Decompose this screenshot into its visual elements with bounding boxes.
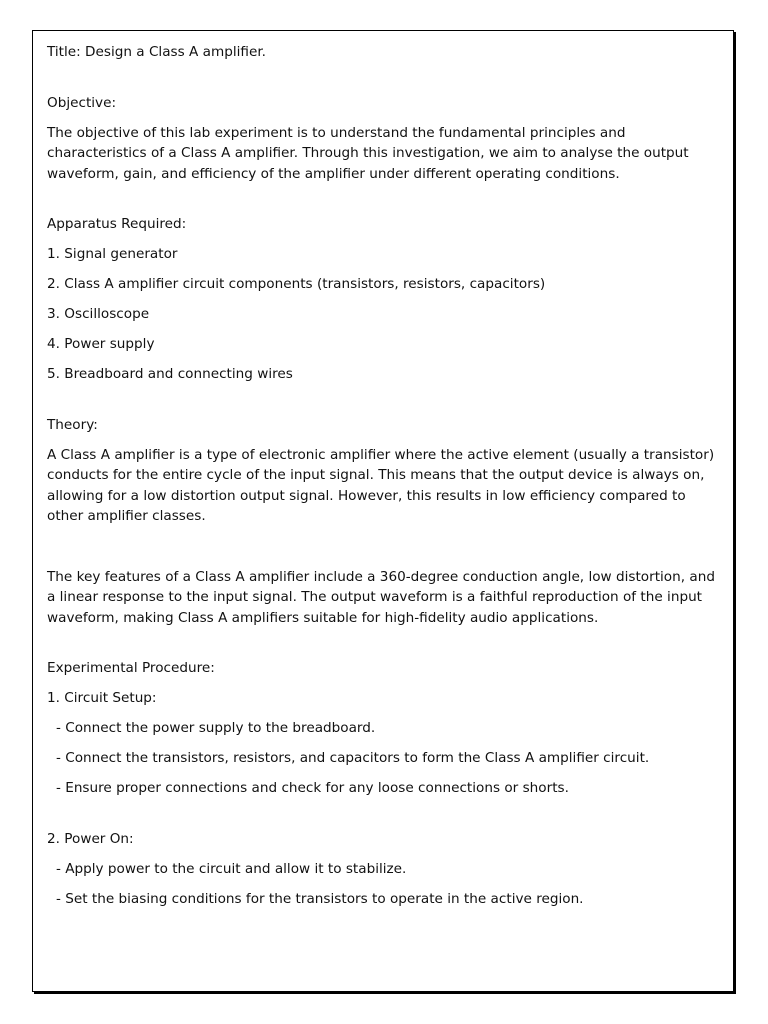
apparatus-item: 3. Oscilloscope [47, 306, 150, 322]
procedure-step-1-item: - Connect the power supply to the breadboard. [56, 720, 376, 736]
procedure-step-2-item: - Apply power to the circuit and allow it to stabilize. [56, 860, 407, 877]
theory-heading: Theory: [47, 416, 98, 433]
apparatus-item: 5. Breadboard and connecting wires [47, 366, 293, 382]
procedure-step-1-title: 1. Circuit Setup: [47, 690, 157, 706]
theory-paragraph-1: A Class A amplifier is a type of electronic amplifier where the active element (usually a transistor) conducts for the entire cycle of the input signal. This means that the output device is always on, allowing for a low distortion output signal. However, this results in low efficiency compared to other amplifier classes. [47, 446, 715, 524]
procedure-step-2-title: 2. Power On: [47, 830, 134, 847]
procedure-step-1-item: - Ensure proper connections and check for any loose connections or shorts. [56, 780, 569, 796]
apparatus-item: 1. Signal generator [47, 246, 178, 262]
apparatus-item: 4. Power supply [47, 336, 155, 352]
procedure-heading: Experimental Procedure: [47, 660, 215, 676]
document-body [47, 42, 717, 909]
document-page [32, 30, 734, 992]
apparatus-item: 2. Class A amplifier circuit components (transistors, resistors, capacitors) [47, 276, 546, 292]
theory-paragraph-2: The key features of a Class A amplifier include a 360-degree conduction angle, low distortion, and a linear response to the input signal. The output waveform is a faithful reproduction of the input waveform, making Class A amplifiers suitable for high-fidelity audio applications. [47, 568, 715, 626]
document-title: Title: Design a Class A amplifier. [47, 44, 266, 60]
procedure-step-1-item: - Connect the transistors, resistors, and capacitors to form the Class A amplifier circuit. [56, 750, 650, 766]
procedure-step-2-item: - Set the biasing conditions for the transistors to operate in the active region. [56, 890, 584, 907]
objective-heading: Objective: [47, 94, 117, 111]
objective-text: The objective of this lab experiment is to understand the fundamental principles and characteristics of a Class A amplifier. Through this investigation, we aim to analyse the output waveform, gain, and efficiency of the amplifier under different operating conditions. [47, 124, 689, 182]
apparatus-heading: Apparatus Required: [47, 216, 187, 232]
